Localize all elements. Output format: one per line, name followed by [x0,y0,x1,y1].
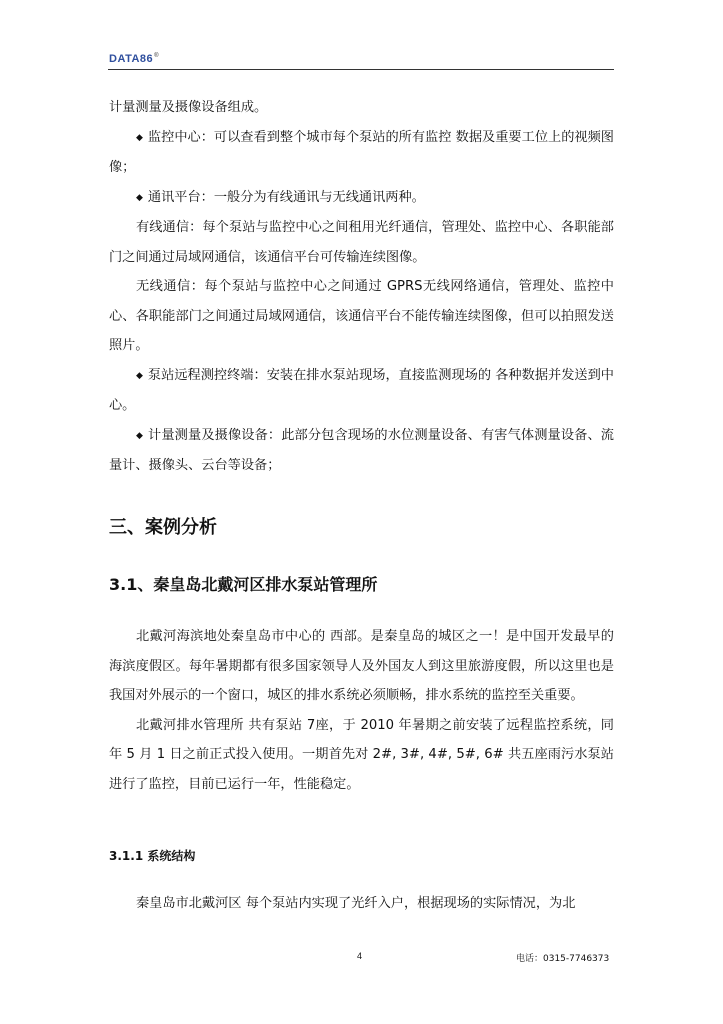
paragraph-beidaihe: 北戴河海滨地处秦皇岛市中心的 西部。是秦皇岛的城区之一！是中国开发最早的海滨度假区。每年暑期都有很多国家领导人及外国友人到这里旅游度假，所以这里也是我国对外展示的一个窗口，城区的排水系统必须顺畅，排水系统的监控至关重要。 [109,629,614,703]
diamond-bullet-icon: ◆ [136,370,143,381]
structure-text-block [109,889,614,919]
bullet-monitoring-center [109,123,614,183]
bullet-text: 计量测量及摄像设备：此部分包含现场的水位测量设备、有害气体测量设备、流量计、摄像头、云台等设备； [109,427,614,473]
bullet-communication-platform [109,183,614,214]
logo-text: DATA86 [109,53,154,65]
paragraph-wireless: 无线通信：每个泵站与监控中心之间通过 GPRS无线网络通信，管理处、监控中心、各职能部门之间通过局域网通信，该通信平台不能传输连续图像，但可以拍照发送照片。 [109,279,614,353]
case-text-block [109,622,614,799]
registered-mark: ® [154,53,160,59]
body-text-block [109,93,614,481]
bullet-text: 监控中心：可以查看到整个城市每个泵站的所有监控 数据及重要工位上的视频图像； [109,129,614,175]
subsubsection-heading: 3.1.1 系统结构 [109,849,196,863]
paragraph-wired: 有线通信：每个泵站与监控中心之间租用光纤通信，管理处、监控中心、各职能部门之间通过局域网通信，该通信平台可传输连续图像。 [109,220,614,265]
page-number: 4 [357,951,363,961]
diamond-bullet-icon: ◆ [136,192,143,203]
footer-phone: 电话：0315-7746373 [516,954,610,964]
bullet-measurement [109,421,614,481]
section-heading: 三、案例分析 [109,517,217,538]
subsection-heading: 3.1、秦皇岛北戴河区排水泵站管理所 [109,575,378,594]
bullet-text: 通讯平台：一般分为有线通讯与无线通讯两种。 [147,189,425,205]
bullet-text: 泵站远程测控终端：安装在排水泵站现场，直接监测现场的 各种数据并发送到中心。 [109,367,614,413]
header-divider [108,69,614,70]
company-logo [109,53,159,65]
bullet-terminal [109,361,614,421]
diamond-bullet-icon: ◆ [136,430,143,441]
diamond-bullet-icon: ◆ [136,132,143,143]
paragraph-structure: 秦皇岛市北戴河区 每个泵站内实现了光纤入户，根据现场的实际情况，为北 [136,896,576,911]
paragraph-management: 北戴河排水管理所 共有泵站 7座，于 2010 年暑期之前安装了远程监控系统，同年 5 月 1 日之前正式投入使用。一期首先对 2#, 3#, 4#, 5#, 6# 共五座雨污水泵站进行了监控，目前已运行一年，性能稳定。 [109,717,614,792]
paragraph-1: 计量测量及摄像设备组成。 [109,100,268,115]
